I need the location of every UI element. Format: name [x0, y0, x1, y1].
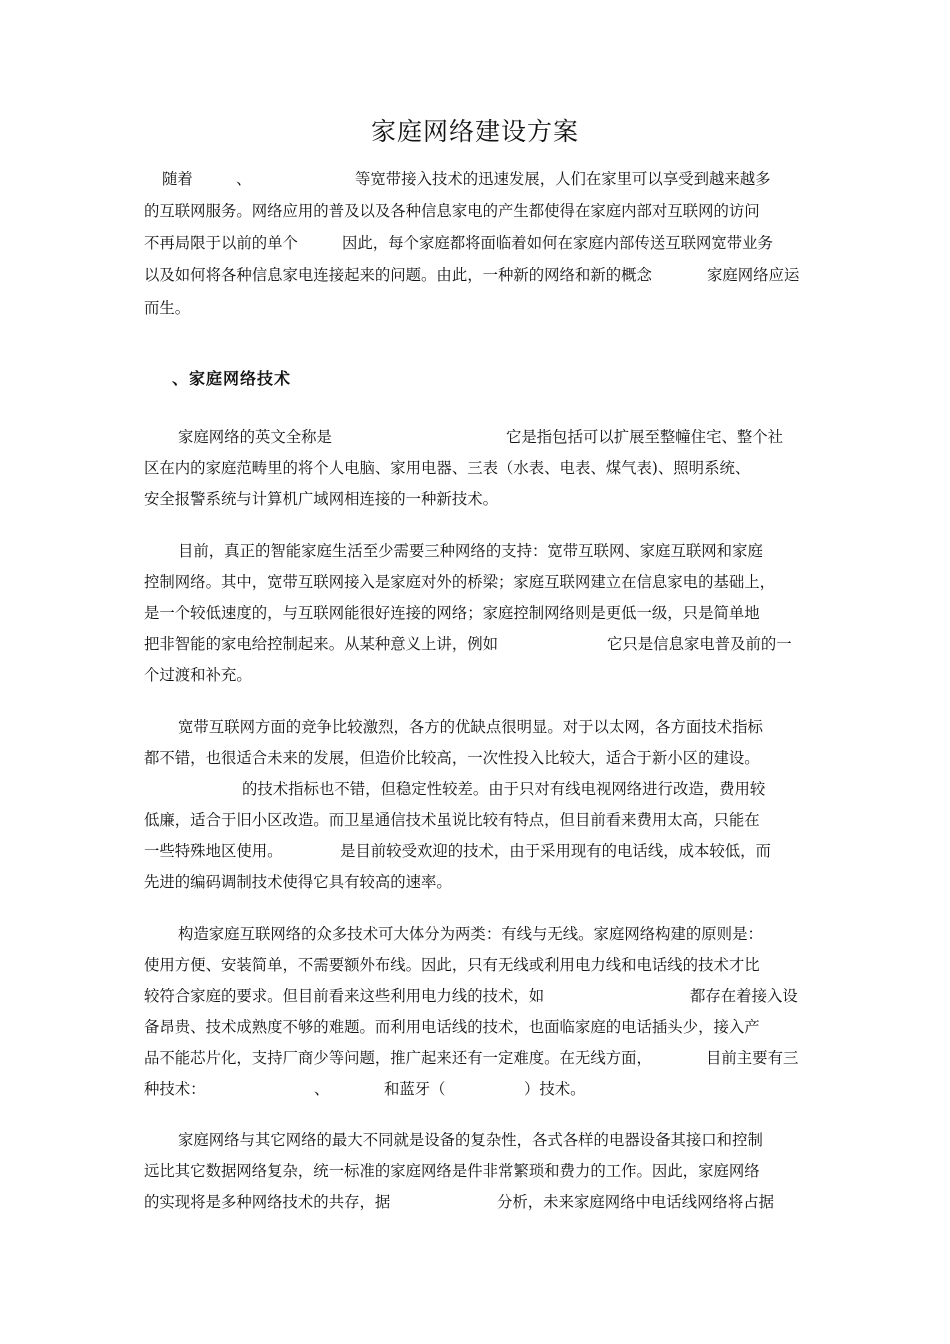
text-segment: 种技术： [144, 1080, 206, 1098]
text-segment: 备昂贵、技术成熟度不够的难题。而利用电话线的技术，也面临家庭的电话插头少，接入产 [144, 1018, 760, 1036]
text-segment: 和蓝牙（ [384, 1080, 446, 1098]
paragraph-3-line-1 [178, 536, 763, 566]
paragraph-4-line-1 [178, 712, 763, 742]
paragraph-2-line-1 [144, 422, 806, 452]
text-segment: 目前主要有三 [706, 1049, 799, 1067]
paragraph-4-line-4 [144, 805, 760, 835]
paragraph-3-line-2 [144, 567, 775, 597]
text-segment: 构造家庭互联网络的众多技术可大体分为两类：有线与无线。家庭网络构建的原则是： [178, 925, 763, 943]
text-segment: ）技术。 [524, 1080, 586, 1098]
paragraph-5-line-1 [178, 919, 763, 949]
paragraph-3-line-4 [144, 629, 806, 659]
text-segment: 、 [314, 1080, 330, 1098]
paragraph-2-line-2 [144, 453, 750, 483]
text-segment: 家庭网络的英文全称是 [178, 428, 332, 446]
text-segment: 因此，每个家庭都将面临着如何在家庭内部传送互联网宽带业务 [342, 234, 773, 252]
text-segment: 一些特殊地区使用。 [144, 842, 283, 860]
paragraph-1-line-4 [144, 260, 806, 290]
text-segment: 不再局限于以前的单个 [144, 234, 298, 252]
text-segment: 的技术指标也不错，但稳定性较差。由于只对有线电视网络进行改造，费用较 [242, 780, 766, 798]
text-segment: 它是指包括可以扩展至整幢住宅、整个社 [506, 428, 784, 446]
text-segment: 低廉，适合于旧小区改造。而卫星通信技术虽说比较有特点，但目前看来费用太高，只能在 [144, 811, 760, 829]
paragraph-4-line-2 [144, 743, 760, 773]
text-segment: 它只是信息家电普及前的一 [607, 635, 792, 653]
text-segment: 品不能芯片化，支持厂商少等问题，推广起来还有一定难度。在无线方面， [144, 1049, 652, 1067]
text-segment: 、 [236, 170, 252, 188]
text-segment: 先进的编码调制技术使得它具有较高的速率。 [144, 873, 452, 891]
text-segment: 目前，真正的智能家庭生活至少需要三种网络的支持：宽带互联网、家庭互联网和家庭 [178, 542, 763, 560]
text-segment: 的实现将是多种网络技术的共存，据 [144, 1193, 391, 1211]
text-segment: 是目前较受欢迎的技术，由于采用现有的电话线，成本较低，而 [340, 842, 771, 860]
text-segment: 较符合家庭的要求。但目前看来这些利用电力线的技术，如 [144, 987, 545, 1005]
text-segment: 分析，未来家庭网络中电话线网络将占据 [497, 1193, 775, 1211]
paragraph-1-line-3 [144, 228, 806, 258]
text-segment: 把非智能的家电给控制起来。从某种意义上讲，例如 [144, 635, 498, 653]
paragraph-1-line-5 [144, 293, 190, 323]
text-segment: 以及如何将各种信息家电连接起来的问题。由此，一种新的网络和新的概念 [144, 266, 652, 284]
section-heading: 、家庭网络技术 [172, 369, 292, 388]
text-segment: 个过渡和补充。 [144, 666, 252, 684]
text-segment: 的互联网服务。网络应用的普及以及各种信息家电的产生都使得在家庭内部对互联网的访问 [144, 202, 760, 220]
paragraph-4-line-5 [144, 836, 806, 866]
paragraph-5-line-5 [144, 1043, 806, 1073]
paragraph-1-line-1 [144, 164, 806, 194]
text-segment: 而生。 [144, 299, 191, 317]
text-segment: 家庭网络应运 [707, 266, 800, 284]
text-segment: 随着 [162, 170, 193, 188]
text-segment: 控制网络。其中，宽带互联网接入是家庭对外的桥梁；家庭互联网建立在信息家电的基础上， [144, 573, 776, 591]
text-segment: 安全报警系统与计算机广域网相连接的一种新技术。 [144, 490, 498, 508]
paragraph-6-line-1 [178, 1125, 763, 1155]
text-segment: 等宽带接入技术的迅速发展，人们在家里可以享受到越来越多 [355, 170, 771, 188]
text-segment: 使用方便、安装简单，不需要额外布线。因此，只有无线或利用电力线和电话线的技术才比 [144, 956, 760, 974]
paragraph-1-line-2 [144, 196, 806, 226]
document-title: 家庭网络建设方案 [370, 117, 579, 146]
paragraph-3-line-3 [144, 598, 760, 628]
paragraph-2-line-3 [144, 484, 498, 514]
text-segment: 家庭网络与其它网络的最大不同就是设备的复杂性，各式各样的电器设备其接口和控制 [178, 1131, 763, 1149]
text-segment: 远比其它数据网络复杂，统一标准的家庭网络是件非常繁琐和费力的工作。因此，家庭网络 [144, 1162, 760, 1180]
paragraph-4-line-6 [144, 867, 452, 897]
paragraph-5-line-4 [144, 1012, 760, 1042]
paragraph-3-line-5 [144, 660, 252, 690]
text-segment: 宽带互联网方面的竞争比较激烈，各方的优缺点很明显。对于以太网，各方面技术指标 [178, 718, 763, 736]
paragraph-5-line-6 [144, 1074, 806, 1104]
paragraph-5-line-3 [144, 981, 806, 1011]
paragraph-5-line-2 [144, 950, 760, 980]
paragraph-4-line-3 [144, 774, 806, 804]
text-segment: 是一个较低速度的，与互联网能很好连接的网络；家庭控制网络则是更低一级，只是简单地 [144, 604, 760, 622]
paragraph-6-line-2 [144, 1156, 760, 1186]
text-segment: 都不错，也很适合未来的发展，但造价比较高，一次性投入比较大，适合于新小区的建设。 [144, 749, 760, 767]
paragraph-6-line-3 [144, 1187, 806, 1217]
text-segment: 都存在着接入设 [690, 987, 798, 1005]
text-segment: 区在内的家庭范畴里的将个人电脑、家用电器、三表（水表、电表、煤气表)、照明系统、 [144, 459, 751, 477]
